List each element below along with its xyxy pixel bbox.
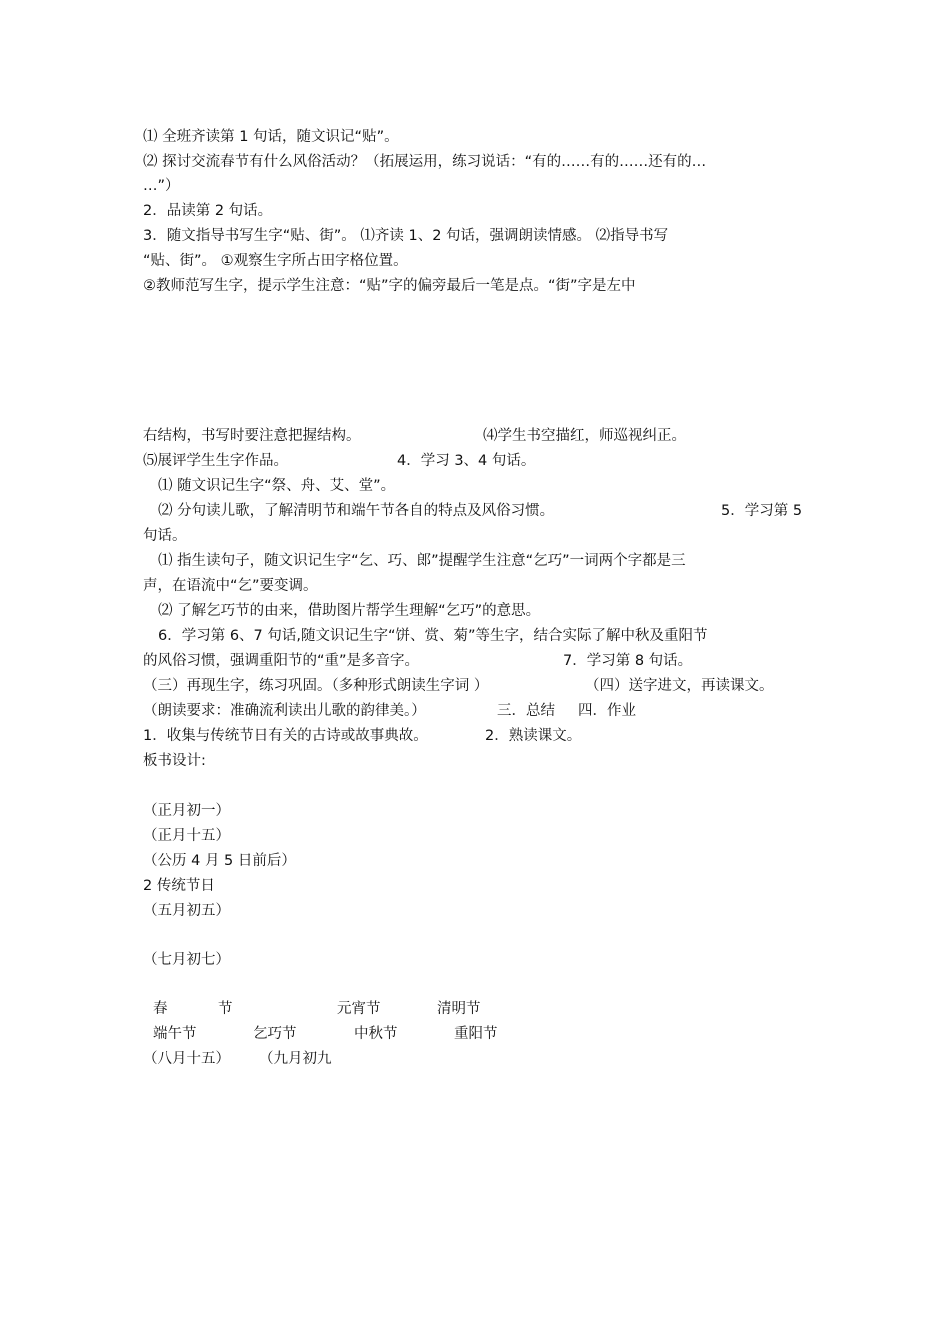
board-line: （公历 4 月 5 日前后） [143, 853, 296, 869]
board-line: （七月初七） [143, 952, 230, 968]
text-line: 的风俗习惯，强调重阳节的“重”是多音字。 [143, 653, 420, 669]
text-line: 5．学习第 5 [721, 503, 803, 519]
board-title: 2 传统节日 [143, 878, 215, 894]
text-line: 三．总结 [497, 703, 555, 719]
text-line: 7．学习第 8 句话。 [563, 653, 693, 669]
festival-label: 端午节 [153, 1026, 197, 1042]
text-line: 6．学习第 6、7 句话,随文识记生字“饼、赏、菊”等生字，结合实际了解中秋及重阳节 [158, 628, 708, 644]
text-line: ⑸展评学生生字作品。 [143, 453, 288, 469]
text-line: 3．随文指导书写生字“贴、街”。 ⑴齐读 1、2 句话，强调朗读情感。 ⑵指导书写 [143, 228, 669, 244]
text-line: ⑵ 分句读儿歌，了解清明节和端午节各自的特点及风俗习惯。 [158, 503, 555, 519]
festival-label: 重阳节 [454, 1026, 498, 1042]
text-line: ⑵ 了解乞巧节的由来，借助图片帮学生理解“乞巧”的意思。 [158, 603, 541, 619]
board-line: （正月初一） [143, 803, 230, 819]
board-line: （正月十五） [143, 828, 230, 844]
text-line: “贴、街”。 ①观察生字所占田字格位置。 [143, 253, 408, 269]
text-line: ②教师范写生字，提示学生注意：“贴”字的偏旁最后一笔是点。“街”字是左中 [143, 278, 636, 294]
text-line: ⑷学生书空描红，师巡视纠正。 [483, 428, 686, 444]
text-line: 1．收集与传统节日有关的古诗或故事典故。 [143, 728, 428, 744]
festival-label: 中秋节 [354, 1026, 398, 1042]
board-line: （五月初五） [143, 903, 230, 919]
text-line: （三）再现生字，练习巩固。（多种形式朗读生字词 ） [143, 678, 489, 694]
text-line: （四）送字进文，再读课文。 [585, 678, 774, 694]
text-line: 4．学习 3、4 句话。 [397, 453, 536, 469]
festival-label: 春 [153, 1001, 168, 1017]
text-line: 声，在语流中“乞”要变调。 [143, 578, 318, 594]
festival-label: 元宵节 [337, 1001, 381, 1017]
text-line: 2．熟读课文。 [485, 728, 582, 744]
text-line: ⑴ 随文识记生字“祭、舟、艾、堂”。 [158, 478, 396, 494]
text-line: ⑵ 探讨交流春节有什么风俗活动？（拓展运用，练习说话：“有的……有的……还有的… [143, 154, 707, 170]
text-line: 板书设计: [143, 753, 206, 769]
text-line: 四．作业 [578, 703, 636, 719]
text-line: 右结构，书写时要注意把握结构。 [143, 428, 361, 444]
festival-label: 节 [218, 1001, 233, 1017]
board-line: （九月初九 [259, 1051, 332, 1067]
text-line: 2．品读第 2 句话。 [143, 203, 273, 219]
text-line: （朗读要求：准确流利读出儿歌的韵律美。） [143, 703, 426, 719]
festival-label: 清明节 [437, 1001, 481, 1017]
text-line: ⑴ 全班齐读第 1 句话，随文识记“贴”。 [143, 129, 399, 145]
board-line: （八月十五） [143, 1051, 230, 1067]
text-line: ⑴ 指生读句子，随文识记生字“乞、巧、郎”提醒学生注意“乞巧”一词两个字都是三 [158, 553, 686, 569]
text-line: …”） [143, 178, 180, 194]
festival-label: 乞巧节 [253, 1026, 297, 1042]
text-line: 句话。 [143, 528, 187, 544]
